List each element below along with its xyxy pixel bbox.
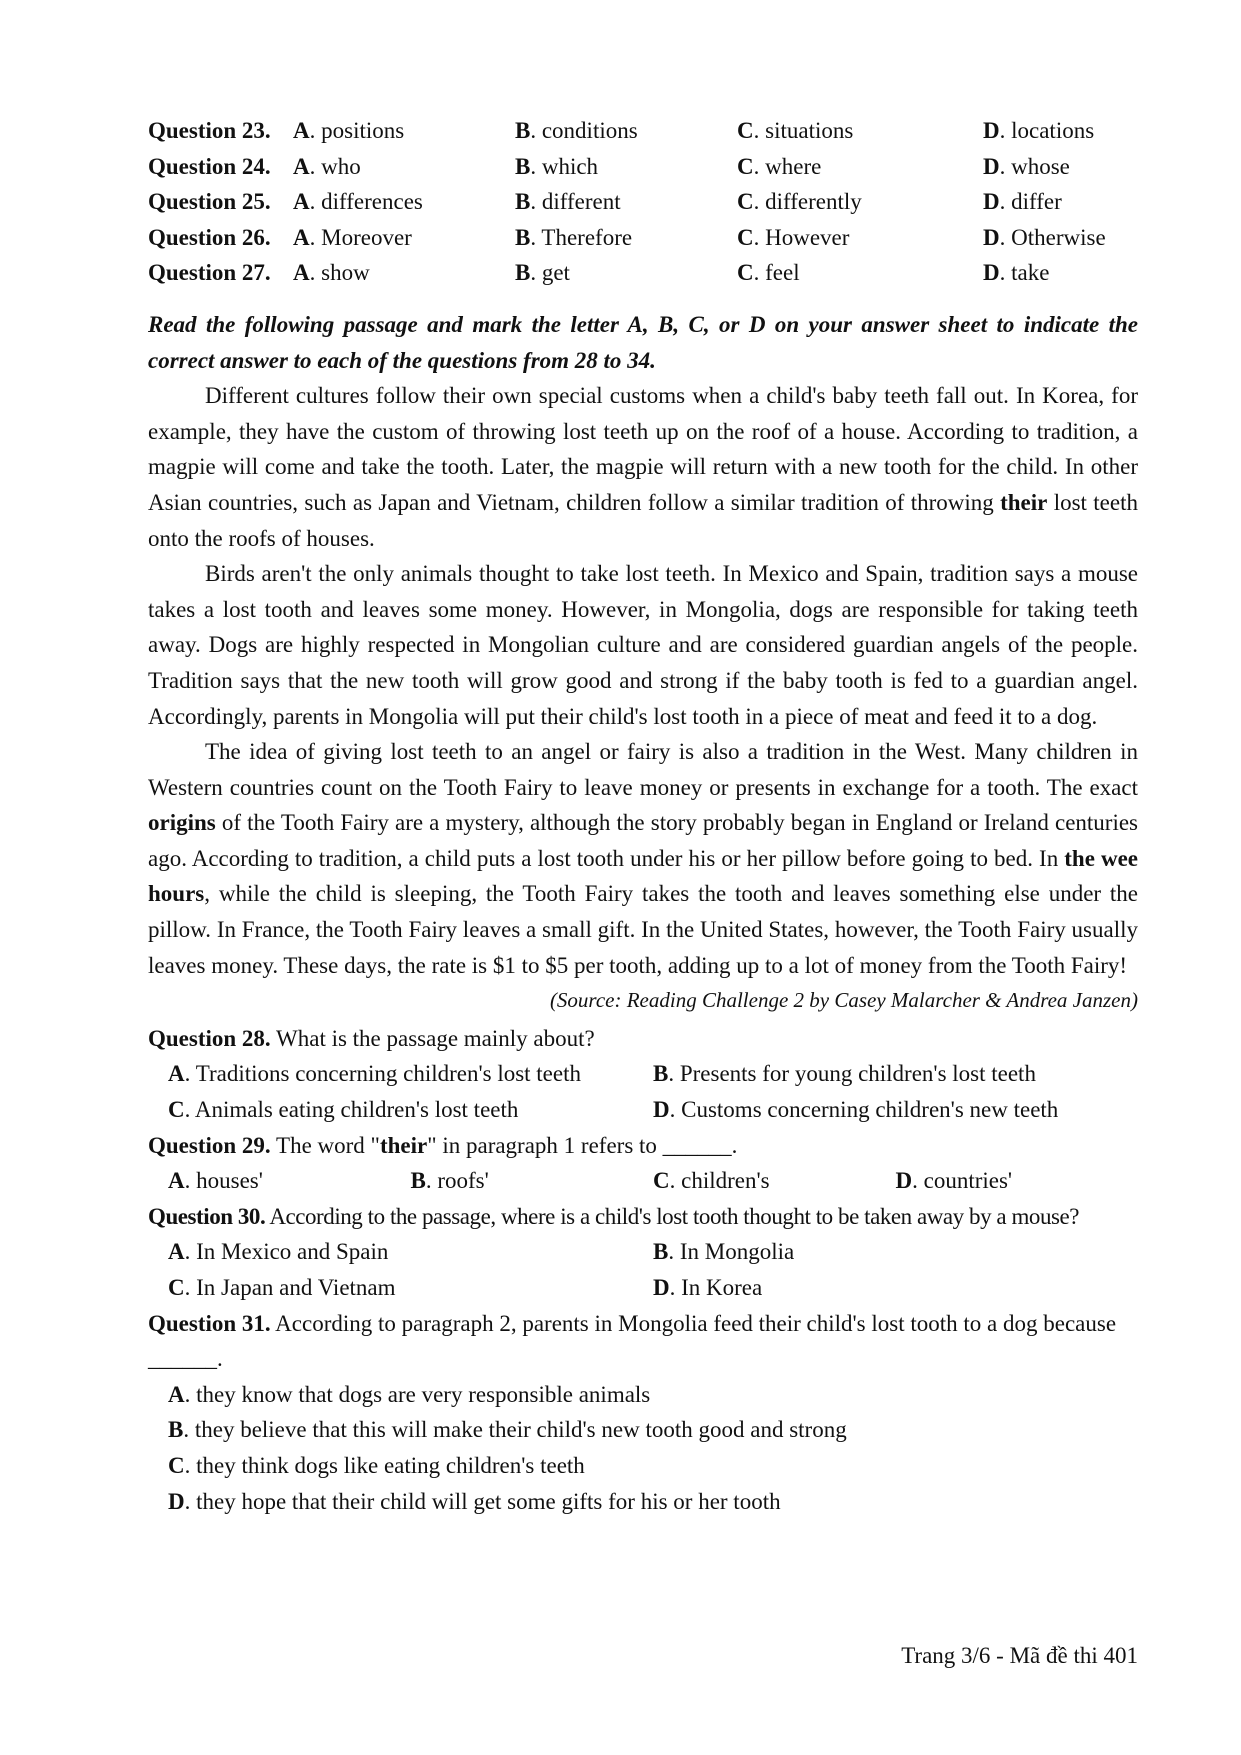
keyword-their: their	[1000, 489, 1048, 515]
question-text: According to the passage, where is a child's lost tooth thought to be taken away by a mouse?	[265, 1203, 1080, 1229]
question-text: According to paragraph 2, parents in Mongolia feed their child's lost tooth to a dog because ______.	[148, 1310, 1117, 1372]
page-footer: Trang 3/6 - Mã đề thi 401	[901, 1643, 1138, 1668]
passage-paragraph-1: Different cultures follow their own special customs when a child's baby teeth fall out. In Korea, for example, they have the custom of throwing lost teeth up on the roof of a house. According to tradition, a magpie will come and take the tooth. Later, the magpie will return with a new tooth for the child. In other Asian countries, such as Japan and Vietnam, children follow a similar tradition of throwing their lost teeth onto the roofs of houses.	[148, 383, 1138, 551]
option-b: B. conditions	[515, 118, 638, 143]
option-c: C. However	[737, 224, 850, 250]
question-label: Question 30.	[148, 1203, 266, 1229]
passage-paragraph-2: Birds aren't the only animals thought to take lost teeth. In Mexico and Spain, tradition says a mouse takes a lost tooth and leaves some money. However, in Mongolia, dogs are responsible for taking teeth away. Dogs are highly respected in Mongolian culture and are considered guardian angels of the people. Tradition says that the new tooth will grow good and strong if the baby tooth is fed to a guardian angel. Accordingly, parents in Mongolia will put their child's lost tooth in a piece of meat and feed it to a dog.	[148, 561, 1138, 729]
option-c: C. feel	[737, 260, 800, 286]
option-d: D. take	[983, 260, 1050, 286]
reading-instruction: Read the following passage and mark the letter A, B, C, or D on your answer sheet to indicate the correct answer to each of the questions from 28 to 34.	[148, 311, 1138, 373]
option-d: D. they hope that their child will get some gifts for his or her tooth	[168, 1488, 781, 1514]
option-a: A. show	[293, 260, 370, 286]
question-row-25	[148, 184, 1138, 220]
option-d: D. Customs concerning children's new teeth	[653, 1097, 1059, 1123]
passage-source: (Source: Reading Challenge 2 by Casey Malarcher & Andrea Janzen)	[549, 988, 1138, 1013]
question-text: What is the passage mainly about?	[270, 1025, 595, 1051]
option-b: B. get	[515, 260, 570, 286]
question-label: Question 31.	[148, 1310, 271, 1336]
question-label: Question 23.	[148, 118, 271, 143]
question-label: Question 28.	[148, 1025, 271, 1051]
option-c: C. Animals eating children's lost teeth	[168, 1097, 519, 1123]
cloze-answer-table	[148, 113, 1138, 291]
option-b: B. Presents for young children's lost teeth	[653, 1061, 1036, 1087]
option-d: D. In Korea	[653, 1275, 763, 1300]
question-row-26	[148, 220, 1138, 256]
option-c: C. they think dogs like eating children's teeth	[168, 1452, 585, 1478]
option-c: C. In Japan and Vietnam	[168, 1275, 396, 1300]
question-29: Question 29. The word "their" in paragraph 1 refers to ______. A. houses' B. roofs' C. children's D. countries'	[148, 1128, 1138, 1199]
option-b: B. different	[515, 189, 621, 215]
option-b: B. which	[515, 153, 599, 179]
option-d: D. locations	[983, 118, 1095, 143]
question-label: Question 27.	[148, 260, 271, 286]
option-a: A. houses'	[168, 1168, 263, 1194]
option-c: C. situations	[737, 118, 854, 143]
question-label: Question 24.	[148, 153, 271, 179]
question-label: Question 29.	[148, 1132, 271, 1158]
option-d: D. whose	[983, 153, 1070, 179]
option-b: B. they believe that this will make their child's new tooth good and strong	[168, 1417, 847, 1443]
passage-paragraph-3: The idea of giving lost teeth to an angel or fairy is also a tradition in the West. Many children in Western countries count on the Tooth Fairy to leave money or presents in exchange for a tooth. The exact origins of the Tooth Fairy are a mystery, although the story probably began in England or Ireland centuries ago. According to tradition, a child puts a lost tooth under his or her pillow before going to bed. In the wee hours, while the child is sleeping, the Tooth Fairy takes the tooth and leaves something else under the pillow. In France, the Tooth Fairy leaves a small gift. In the United States, however, the Tooth Fairy usually leaves money. These days, the rate is $1 to $5 per tooth, adding up to a lot of money from the Tooth Fairy!	[148, 739, 1139, 978]
question-label: Question 26.	[148, 224, 271, 250]
option-d: D. countries'	[895, 1168, 1013, 1194]
keyword-their: their	[379, 1132, 428, 1158]
keyword-wee-hours: the wee hours	[148, 845, 1139, 907]
option-c: C. where	[737, 153, 822, 179]
option-b: B. Therefore	[515, 224, 633, 250]
question-28	[148, 1021, 1138, 1128]
option-a: A. who	[293, 153, 361, 179]
option-a: A. they know that dogs are very responsible animals	[168, 1381, 651, 1407]
question-row-24	[148, 149, 1138, 185]
question-row-23	[148, 113, 1138, 149]
option-a: A. Traditions concerning children's lost teeth	[168, 1061, 581, 1087]
question-row-27	[148, 255, 1138, 291]
option-a: A. differences	[293, 189, 423, 215]
reading-passage	[148, 378, 1138, 1019]
option-a: A. positions	[293, 118, 405, 143]
option-c: C. children's	[653, 1168, 770, 1194]
option-b: B. In Mongolia	[653, 1239, 795, 1265]
option-a: A. Moreover	[293, 224, 412, 250]
keyword-origins: origins	[148, 810, 216, 836]
option-d: D. Otherwise	[983, 224, 1106, 250]
question-30	[148, 1199, 1138, 1306]
option-a: A. In Mexico and Spain	[168, 1239, 389, 1265]
question-label: Question 25.	[148, 189, 271, 215]
option-c: C. differently	[737, 189, 862, 215]
option-d: D. differ	[983, 189, 1062, 215]
question-31	[148, 1306, 1138, 1520]
exam-page	[148, 113, 1138, 1519]
option-b: B. roofs'	[410, 1168, 489, 1194]
